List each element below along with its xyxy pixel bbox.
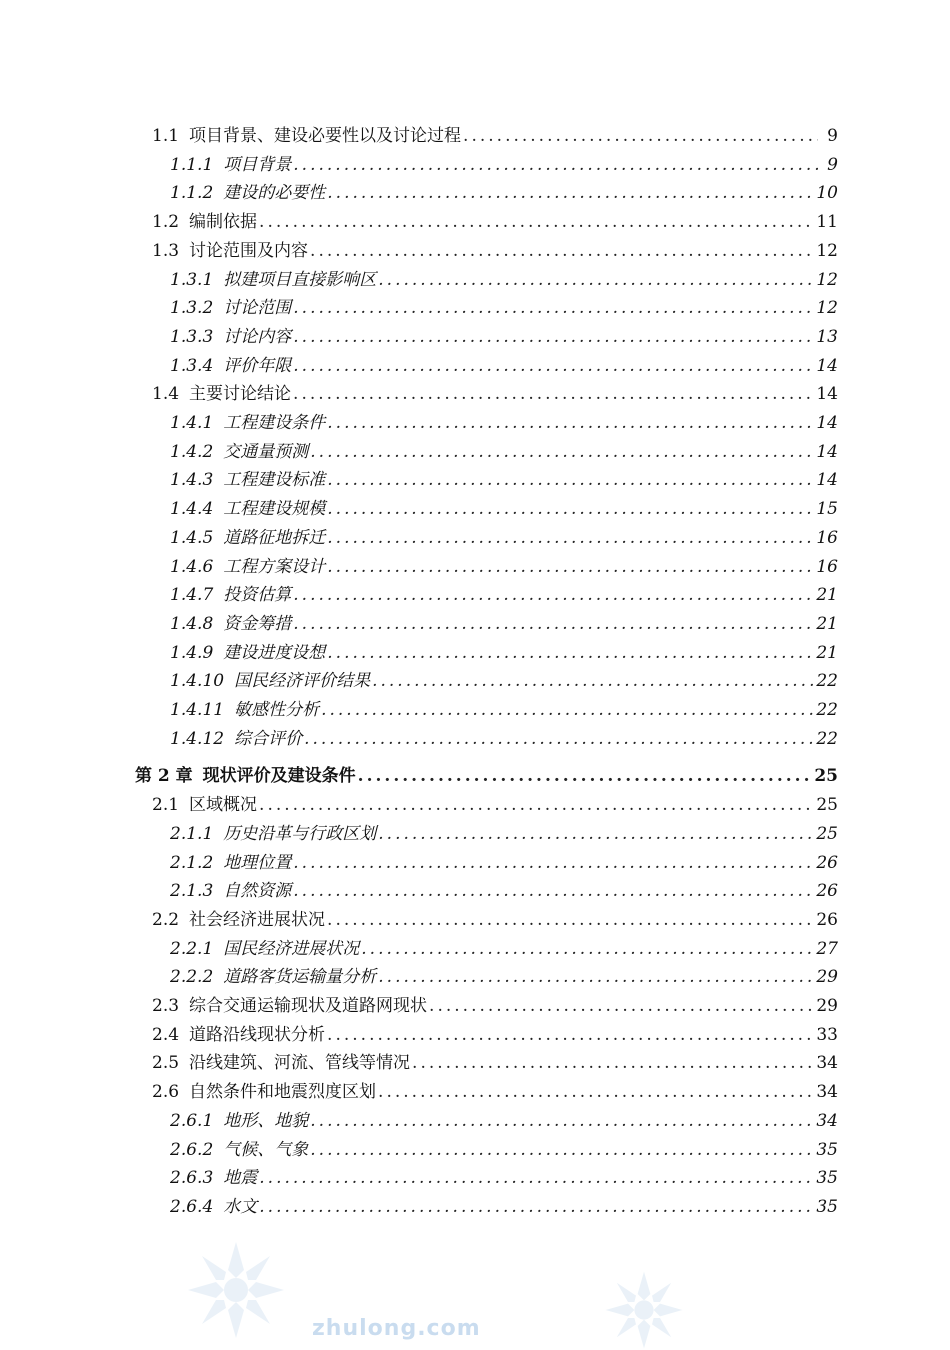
toc-entry-number: 2.6.4 (170, 1197, 214, 1217)
toc-entry-title: 区域概况 (189, 795, 258, 815)
toc-entry-number: 1.4.11 (170, 700, 225, 720)
toc-entry-page: 12 (816, 298, 838, 318)
toc-entry-number: 2.6.1 (170, 1111, 214, 1131)
toc-entry-page: 27 (816, 939, 838, 959)
toc-entry[interactable] (170, 874, 838, 902)
toc-dot-leader (378, 966, 814, 988)
toc-entry-title: 建设进度设想 (223, 643, 326, 663)
toc-entry-page: 29 (816, 996, 838, 1016)
toc-entry[interactable] (152, 1046, 838, 1074)
toc-entry-title: 道路沿线现状分析 (189, 1025, 326, 1045)
toc-entry[interactable] (170, 664, 838, 692)
toc-entry-number: 2.1 (152, 795, 180, 815)
toc-entry-title: 讨论范围及内容 (189, 241, 309, 261)
toc-entry-page: 21 (816, 643, 838, 663)
toc-entry[interactable] (170, 636, 838, 664)
toc-entry-number: 1.4.8 (170, 614, 214, 634)
toc-entry-number: 2.2 (152, 910, 180, 930)
toc-entry[interactable] (170, 578, 838, 606)
toc-entry-page: 34 (816, 1053, 838, 1073)
toc-entry-title: 现状评价及建设条件 (202, 766, 356, 786)
toc-dot-leader (321, 699, 814, 721)
toc-dot-leader (293, 297, 814, 319)
toc-entry[interactable] (170, 435, 838, 463)
toc-entry[interactable] (170, 1190, 838, 1218)
toc-entry-page: 14 (816, 356, 838, 376)
toc-entry-title: 评价年限 (223, 356, 292, 376)
toc-entry[interactable] (170, 176, 838, 204)
toc-entry-page: 35 (816, 1140, 838, 1160)
toc-entry[interactable] (152, 903, 838, 931)
toc-entry[interactable] (170, 693, 838, 721)
toc-entry-title: 历史沿革与行政区划 (223, 824, 377, 844)
toc-entry-number: 2.3 (152, 996, 180, 1016)
toc-dot-leader (327, 469, 814, 491)
toc-entry-number: 2.6 (152, 1082, 180, 1102)
toc-dot-leader (327, 556, 814, 578)
toc-dot-leader (378, 1081, 814, 1103)
toc-dot-leader (259, 211, 814, 233)
toc-entry[interactable] (170, 960, 838, 988)
toc-entry[interactable] (152, 119, 838, 147)
toc-entry-page: 34 (816, 1082, 838, 1102)
toc-dot-leader (293, 613, 814, 635)
toc-entry-number: 1.3.4 (170, 356, 214, 376)
toc-entry[interactable] (170, 492, 838, 520)
toc-entry-page: 26 (816, 853, 838, 873)
toc-entry-title: 道路征地拆迁 (223, 528, 326, 548)
toc-entry-title: 讨论范围 (223, 298, 292, 318)
toc-dot-leader (327, 498, 814, 520)
toc-entry-number: 1.4.2 (170, 442, 214, 462)
toc-entry-number: 1.4.1 (170, 413, 214, 433)
toc-entry[interactable] (170, 1104, 838, 1132)
toc-dot-leader (310, 1139, 814, 1161)
toc-entry[interactable] (152, 989, 838, 1017)
toc-entry-page: 22 (816, 729, 838, 749)
toc-dot-leader (327, 1024, 814, 1046)
toc-entry-title: 项目背景、建设必要性以及讨论过程 (189, 126, 462, 146)
toc-chapter-entry[interactable] (135, 759, 838, 787)
toc-dot-leader (293, 852, 814, 874)
toc-dot-leader (259, 1167, 814, 1189)
toc-entry-page: 29 (816, 967, 838, 987)
toc-entry[interactable] (170, 817, 838, 845)
toc-entry-page: 25 (816, 795, 838, 815)
toc-entry-title: 地理位置 (223, 853, 292, 873)
toc-entry-page: 14 (816, 413, 838, 433)
toc-entry-title: 编制依据 (189, 212, 258, 232)
toc-entry-title: 主要讨论结论 (189, 384, 292, 404)
toc-entry-page: 22 (816, 671, 838, 691)
toc-entry-title: 综合评价 (234, 729, 303, 749)
toc-entry-number: 2.6.2 (170, 1140, 214, 1160)
toc-entry-title: 国民经济评价结果 (234, 671, 371, 691)
toc-dot-leader (310, 1110, 814, 1132)
toc-entry-number: 1.4.6 (170, 557, 214, 577)
toc-entry-page: 15 (816, 499, 838, 519)
toc-entry-page: 11 (816, 212, 838, 232)
toc-entry-number: 1.4.9 (170, 643, 214, 663)
toc-entry-page: 25 (814, 766, 838, 786)
toc-entry-title: 综合交通运输现状及道路网现状 (189, 996, 428, 1016)
toc-entry[interactable] (152, 1018, 838, 1046)
toc-entry-title: 社会经济进展状况 (189, 910, 326, 930)
toc-entry-title: 项目背景 (223, 155, 292, 175)
toc-dot-leader (463, 125, 818, 147)
toc-entry[interactable] (170, 521, 838, 549)
toc-dot-leader (361, 938, 814, 960)
toc-entry[interactable] (170, 1133, 838, 1161)
toc-dot-leader (327, 412, 814, 434)
toc-entry-number: 2.6.3 (170, 1168, 214, 1188)
toc-entry-page: 26 (816, 881, 838, 901)
toc-entry[interactable] (170, 320, 838, 348)
toc-entry-title: 工程建设规模 (223, 499, 326, 519)
toc-entry[interactable] (170, 463, 838, 491)
toc-entry-number: 1.3 (152, 241, 180, 261)
toc-entry-page: 14 (816, 470, 838, 490)
toc-dot-leader (293, 355, 814, 377)
toc-entry[interactable] (170, 1161, 838, 1189)
watermark-snowflake-icon (186, 1240, 286, 1340)
toc-entry-title: 工程方案设计 (223, 557, 326, 577)
toc-entry-title: 建设的必要性 (223, 183, 326, 203)
toc-entry-page: 12 (816, 241, 838, 261)
toc-entry-title: 地形、地貌 (223, 1111, 309, 1131)
toc-entry[interactable] (170, 932, 838, 960)
toc-entry-number: 1.4 (152, 384, 180, 404)
toc-entry-page: 12 (816, 270, 838, 290)
toc-entry-number: 1.4.7 (170, 585, 214, 605)
toc-entry-title: 交通量预测 (223, 442, 309, 462)
toc-entry-number: 2.2.2 (170, 967, 214, 987)
toc-dot-leader (293, 880, 814, 902)
toc-entry-number: 1.4.4 (170, 499, 214, 519)
toc-entry-title: 投资估算 (223, 585, 292, 605)
toc-entry-title: 国民经济进展状况 (223, 939, 360, 959)
toc-entry-page: 33 (816, 1025, 838, 1045)
toc-entry-number: 1.3.2 (170, 298, 214, 318)
toc-entry-page: 35 (816, 1197, 838, 1217)
toc-dot-leader (259, 1196, 814, 1218)
toc-entry[interactable] (152, 1075, 838, 1103)
toc-entry-page: 21 (816, 614, 838, 634)
toc-entry[interactable] (170, 349, 838, 377)
toc-entry-title: 资金筹措 (223, 614, 292, 634)
toc-entry-title: 讨论内容 (223, 327, 292, 347)
toc-entry-number: 1.4.12 (170, 729, 225, 749)
watermark-snowflake-icon (604, 1270, 684, 1350)
toc-entry-page: 21 (816, 585, 838, 605)
toc-entry-number: 2.4 (152, 1025, 180, 1045)
toc-dot-leader (304, 728, 814, 750)
toc-dot-leader (259, 794, 814, 816)
toc-entry-number: 第 2 章 (135, 766, 193, 786)
toc-dot-leader (327, 182, 814, 204)
toc-entry-title: 沿线建筑、河流、管线等情况 (189, 1053, 411, 1073)
toc-entry[interactable] (170, 291, 838, 319)
toc-entry[interactable] (170, 148, 838, 176)
toc-entry-title: 气候、气象 (223, 1140, 309, 1160)
toc-entry-page: 13 (816, 327, 838, 347)
toc-entry[interactable] (152, 205, 838, 233)
toc-entry-number: 1.4.10 (170, 671, 225, 691)
toc-entry[interactable] (170, 846, 838, 874)
toc-entry-number: 2.1.2 (170, 853, 214, 873)
toc-entry-title: 自然资源 (223, 881, 292, 901)
toc-entry[interactable] (152, 234, 838, 262)
toc-entry-title: 道路客货运输量分析 (223, 967, 377, 987)
toc-entry-number: 1.3.1 (170, 270, 214, 290)
toc-entry-page: 14 (816, 442, 838, 462)
toc-entry-page: 25 (816, 824, 838, 844)
toc-entry-title: 水文 (223, 1197, 258, 1217)
toc-entry-title: 工程建设标准 (223, 470, 326, 490)
toc-dot-leader (293, 383, 814, 405)
toc-dot-leader (327, 527, 814, 549)
toc-dot-leader (327, 909, 814, 931)
toc-entry-page: 9 (827, 155, 838, 175)
toc-dot-leader (372, 670, 814, 692)
toc-entry-title: 自然条件和地震烈度区划 (189, 1082, 377, 1102)
toc-entry-title: 拟建项目直接影响区 (223, 270, 377, 290)
watermark-text: zhulong.com (312, 1316, 481, 1341)
toc-dot-leader (327, 642, 814, 664)
toc-dot-leader (412, 1052, 814, 1074)
toc-entry-page: 14 (816, 384, 838, 404)
toc-dot-leader (310, 441, 814, 463)
toc-dot-leader (378, 269, 814, 291)
toc-entry-number: 2.5 (152, 1053, 180, 1073)
toc-entry[interactable] (170, 607, 838, 635)
toc-entry-number: 1.1.1 (170, 155, 214, 175)
toc-dot-leader (293, 326, 814, 348)
toc-entry-title: 工程建设条件 (223, 413, 326, 433)
toc-dot-leader (293, 154, 818, 176)
toc-entry-number: 1.1 (152, 126, 180, 146)
toc-entry-page: 26 (816, 910, 838, 930)
toc-entry-number: 1.1.2 (170, 183, 214, 203)
toc-entry-number: 1.3.3 (170, 327, 214, 347)
toc-entry-number: 1.2 (152, 212, 180, 232)
toc-entry[interactable] (170, 406, 838, 434)
toc-entry[interactable] (152, 788, 838, 816)
toc-entry-number: 1.4.5 (170, 528, 214, 548)
toc-entry[interactable] (170, 550, 838, 578)
toc-entry[interactable] (152, 377, 838, 405)
toc-entry-title: 地震 (223, 1168, 258, 1188)
toc-dot-leader (293, 584, 814, 606)
toc-entry-page: 22 (816, 700, 838, 720)
toc-entry-page: 16 (816, 528, 838, 548)
toc-entry-page: 16 (816, 557, 838, 577)
toc-entry[interactable] (170, 263, 838, 291)
toc-entry-number: 1.4.3 (170, 470, 214, 490)
toc-entry-page: 35 (816, 1168, 838, 1188)
toc-dot-leader (358, 765, 813, 787)
toc-entry-page: 9 (827, 126, 838, 146)
toc-entry-number: 2.2.1 (170, 939, 214, 959)
toc-entry-title: 敏感性分析 (234, 700, 320, 720)
toc-entry-page: 10 (816, 183, 838, 203)
toc-dot-leader (429, 995, 814, 1017)
toc-entry[interactable] (170, 722, 838, 750)
toc-dot-leader (310, 240, 814, 262)
toc-dot-leader (378, 823, 814, 845)
toc-entry-number: 2.1.1 (170, 824, 214, 844)
toc-entry-number: 2.1.3 (170, 881, 214, 901)
toc-entry-page: 34 (816, 1111, 838, 1131)
